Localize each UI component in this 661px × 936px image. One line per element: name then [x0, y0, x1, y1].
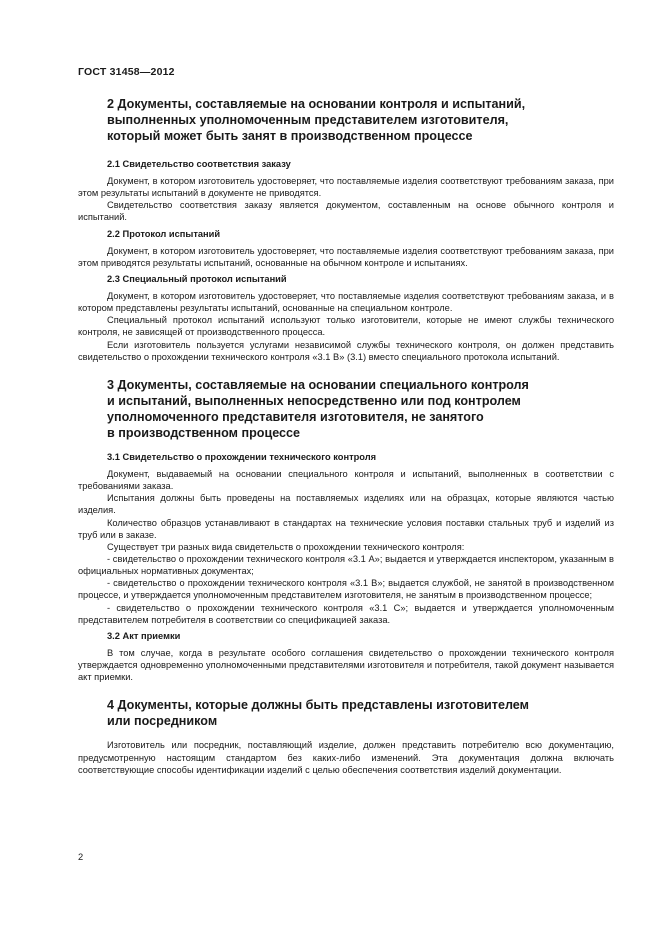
standard-code: ГОСТ 31458—2012 — [78, 66, 175, 78]
paragraph: Свидетельство соответствия заказу является документом, составленным на основе обычного контроля и испытаний. — [78, 200, 614, 223]
subsection-2-2-title: 2.2 Протокол испытаний — [107, 228, 221, 239]
paragraph: Документ, в котором изготовитель удостоверяет, что поставляемые изделия соответствуют требованиям заказа, при этом результаты испытаний в документе не приводятся. — [78, 176, 614, 199]
section-3-title-line-2: и испытаний, выполненных непосредственно или под контролем — [107, 393, 521, 408]
section-3-title-line-1: 3 Документы, составляемые на основании специального контроля — [107, 377, 529, 392]
paragraph: Изготовитель или посредник, поставляющий изделие, должен представить потребителю всю документацию, предусмотренную настоящим стандартом без каких-либо изменений. Эта документация должна включать соответствующие способы идентификации изделий с целью обеспечения соответствия изделий документации. — [78, 740, 614, 775]
subsection-2-3-title: 2.3 Специальный протокол испытаний — [107, 273, 287, 284]
paragraph: В том случае, когда в результате особого соглашения свидетельство о прохождении технического контроля утверждается одновременно уполномоченными представителями изготовителя и потребителя, такой документ называется акт приемки. — [78, 647, 614, 683]
paragraph: Если изготовитель пользуется услугами независимой службы технического контроля, он должен представить свидетельство о прохождении технического контроля «3.1 В» (3.1) вместо специального протокола испытаний. — [78, 339, 614, 362]
section-2-title-line-1: 2 Документы, составляемые на основании контроля и испытаний, — [107, 97, 526, 111]
paragraph: Документ, в котором изготовитель удостоверяет, что поставляемые изделия соответствуют требованиям заказа, и в котором представлены результаты испытаний, основанные на специальном контроле. — [78, 290, 614, 314]
section-4-title-line-2: или посредником — [107, 714, 218, 729]
subsection-3-1-title: 3.1 Свидетельство о прохождении технического контроля — [107, 451, 377, 462]
subsection-2-1-title: 2.1 Свидетельство соответствия заказу — [107, 159, 291, 169]
list-item: - свидетельство о прохождении технического контроля «3.1 В»; выдается службой, не занятой в производственном процессе, и утверждается уполномоченным представителем изготовителя, не занятым в производственном процессе; — [78, 578, 614, 601]
section-3-title-line-3: уполномоченного представителя изготовителя, не занятого — [107, 409, 484, 424]
section-4-title-line-1: 4 Документы, которые должны быть представлены изготовителем — [107, 698, 529, 713]
paragraph: Существует три разных вида свидетельств о прохождении технического контроля: — [107, 541, 465, 552]
subsection-3-2-title: 3.2 Акт приемки — [107, 630, 181, 641]
paragraph: Документ, выдаваемый на основании специального контроля и испытаний, выполненных в соответствии с требованиями заказа. — [78, 468, 614, 492]
paragraph: Количество образцов устанавливают в стандартах на технические условия поставки стальных труб и изделий из труб или в заказе. — [78, 517, 614, 540]
paragraph: Испытания должны быть проведены на поставляемых изделиях или на образцах, которые являются частью изделия. — [78, 493, 614, 516]
section-2-title-line-2: выполненных уполномоченным представителем изготовителя, — [107, 113, 509, 127]
paragraph: Специальный протокол испытаний используют только изготовители, которые не имеют службы технического контроля, не зависящей от производственного процесса. — [78, 315, 614, 338]
list-item: - свидетельство о прохождении технического контроля «3.1 А»; выдается и утверждается инспектором, указанным в официальных нормативных документах; — [78, 553, 614, 577]
document-body — [78, 96, 614, 776]
paragraph: Документ, в котором изготовитель удостоверяет, что поставляемые изделия соответствуют требованиям заказа, при этом приводятся результаты испытаний, основанные на обычном контроле и испытаниях. — [78, 245, 614, 268]
section-3-title-line-4: в производственном процессе — [107, 425, 301, 440]
section-2-title-line-3: который может быть занят в производственном процессе — [107, 129, 473, 143]
page-number: 2 — [78, 852, 84, 862]
list-item: - свидетельство о прохождении технического контроля «3.1 С»; выдается и утверждается уполномоченным представителем потребителя в соответствии со спецификацией заказа. — [78, 602, 614, 625]
